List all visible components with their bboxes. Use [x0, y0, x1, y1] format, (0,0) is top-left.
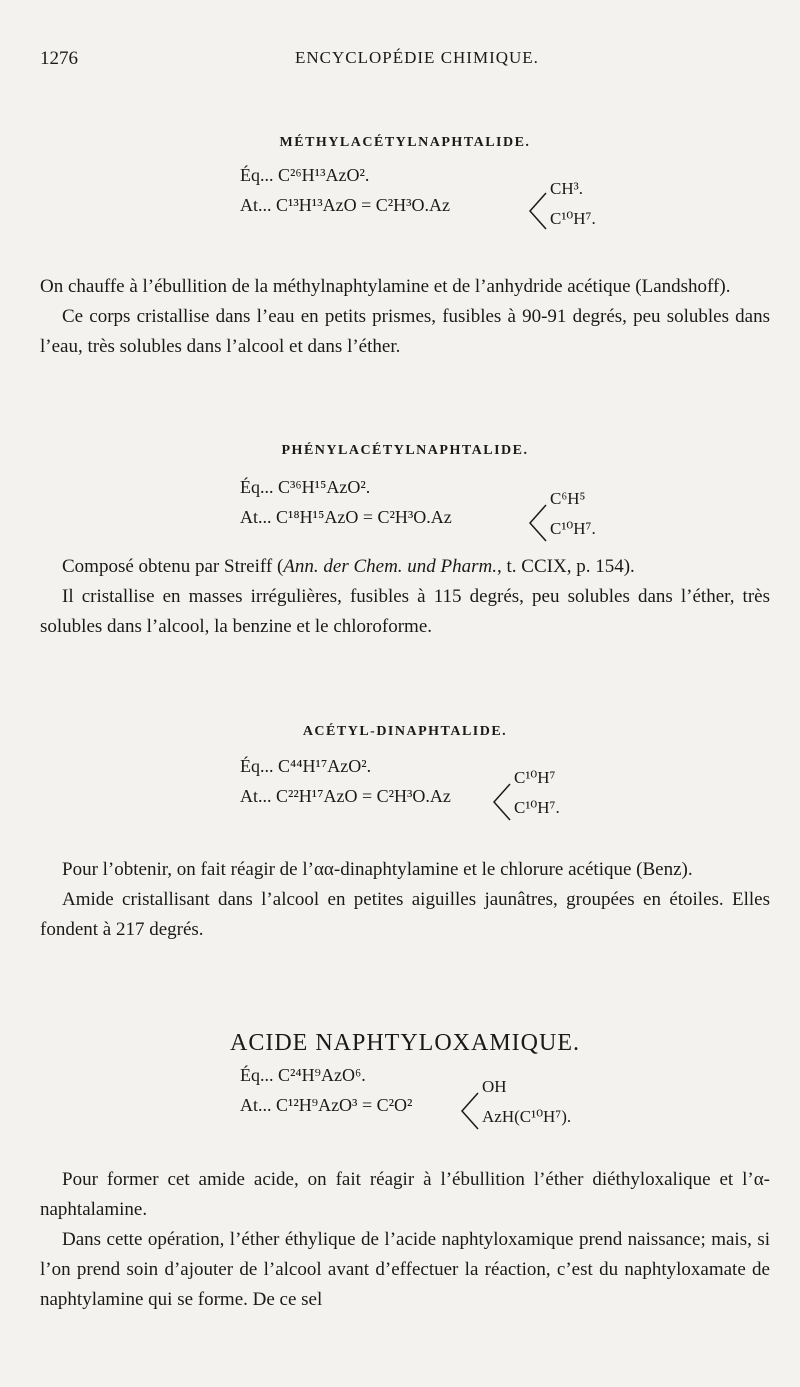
branch-top: CH³.: [550, 179, 583, 198]
branch-top: C⁶H⁵: [550, 489, 586, 508]
section-title: MÉTHYLACÉTYLNAPHTALIDE.: [279, 135, 531, 150]
formula-block: [240, 165, 770, 235]
equivalent-formula: Éq... C³⁶H¹⁵AzO².: [240, 477, 371, 497]
atomic-formula: At... C²²H¹⁷AzO = C²H³O.Az: [240, 786, 451, 806]
section-acide-naphtyloxamique: [40, 1030, 770, 1135]
branch-bracket-icon: [526, 189, 548, 233]
formula-block: [240, 477, 770, 547]
paragraph: Dans cette opération, l’éther éthylique de l’acide naphtyloxamique prend naissance; mais, si l’on prend soin d’ajouter de l’alcool avant d’effectuer la réaction, c’est du naphtyloxamate de naphtylamine qui se forme. De ce sel: [40, 1229, 770, 1310]
branch-top: C¹⁰H⁷: [514, 768, 556, 787]
journal-citation: Ann. der Chem. und Pharm.: [283, 556, 498, 577]
section-phenylacetylnaphtalide: [40, 443, 770, 547]
section-4-text: [40, 1165, 770, 1315]
section-3-text: [40, 855, 770, 945]
paragraph: Pour former cet amide acide, on fait réagir à l’ébullition l’éther diéthyloxalique et l’α-naphtalamine.: [40, 1169, 770, 1220]
branch-bracket-icon: [526, 501, 548, 545]
branch-top: OH: [482, 1077, 507, 1096]
paragraph: Amide cristallisant dans l’alcool en petites aiguilles jaunâtres, groupées en étoiles. Elles fondent à 217 degrés.: [40, 889, 770, 940]
page-header: [40, 48, 770, 74]
branch-bottom: C¹⁰H⁷.: [550, 209, 596, 228]
paragraph: Il cristallise en masses irrégulières, fusibles à 115 degrés, peu solubles dans l’éther, très solubles dans l’alcool, la benzine et le chloroforme.: [40, 586, 770, 637]
paragraph: On chauffe à l’ébullition de la méthylnaphtylamine et de l’anhydride acétique (Landshoff).: [40, 276, 731, 297]
section-methylacetylnaphtalide: [40, 135, 770, 235]
paragraph: Composé obtenu par Streiff (Ann. der Chem. und Pharm., t. CCIX, p. 154).: [62, 556, 635, 577]
equivalent-formula: Éq... C²⁶H¹³AzO².: [240, 165, 370, 185]
branch-bottom: C¹⁰H⁷.: [550, 519, 596, 538]
section-title: PHÉNYLACÉTYLNAPHTALIDE.: [281, 443, 529, 458]
formula-block: [240, 1065, 770, 1135]
running-title: ENCYCLOPÉDIE CHIMIQUE.: [295, 48, 539, 67]
branch-bracket-icon: [458, 1089, 480, 1133]
atomic-formula: At... C¹⁸H¹⁵AzO = C²H³O.Az: [240, 507, 452, 527]
branch-bracket-icon: [490, 780, 512, 824]
branch-bottom: C¹⁰H⁷.: [514, 798, 560, 817]
section-acetyl-dinaphtalide: [40, 724, 770, 826]
section-title: ACIDE NAPHTYLOXAMIQUE.: [230, 1030, 580, 1056]
page-number: 1276: [40, 48, 78, 69]
atomic-formula: At... C¹³H¹³AzO = C²H³O.Az: [240, 195, 451, 215]
equivalent-formula: Éq... C⁴⁴H¹⁷AzO².: [240, 756, 372, 776]
equivalent-formula: Éq... C²⁴H⁹AzO⁶.: [240, 1065, 366, 1085]
paragraph: Ce corps cristallise dans l’eau en petits prismes, fusibles à 90-91 degrés, peu solubles dans l’eau, très solubles dans l’alcool et dans l’éther.: [40, 306, 770, 357]
atomic-formula: At... C¹²H⁹AzO³ = C²O²: [240, 1095, 413, 1115]
paragraph: Pour l’obtenir, on fait réagir de l’αα-dinaphtylamine et le chlorure acétique (Benz).: [62, 859, 693, 880]
section-title: ACÉTYL-DINAPHTALIDE.: [302, 724, 508, 739]
branch-bottom: AzH(C¹⁰H⁷).: [482, 1107, 572, 1126]
section-2-text: [40, 552, 770, 642]
formula-block: [240, 756, 770, 826]
section-1-text: [40, 272, 770, 362]
